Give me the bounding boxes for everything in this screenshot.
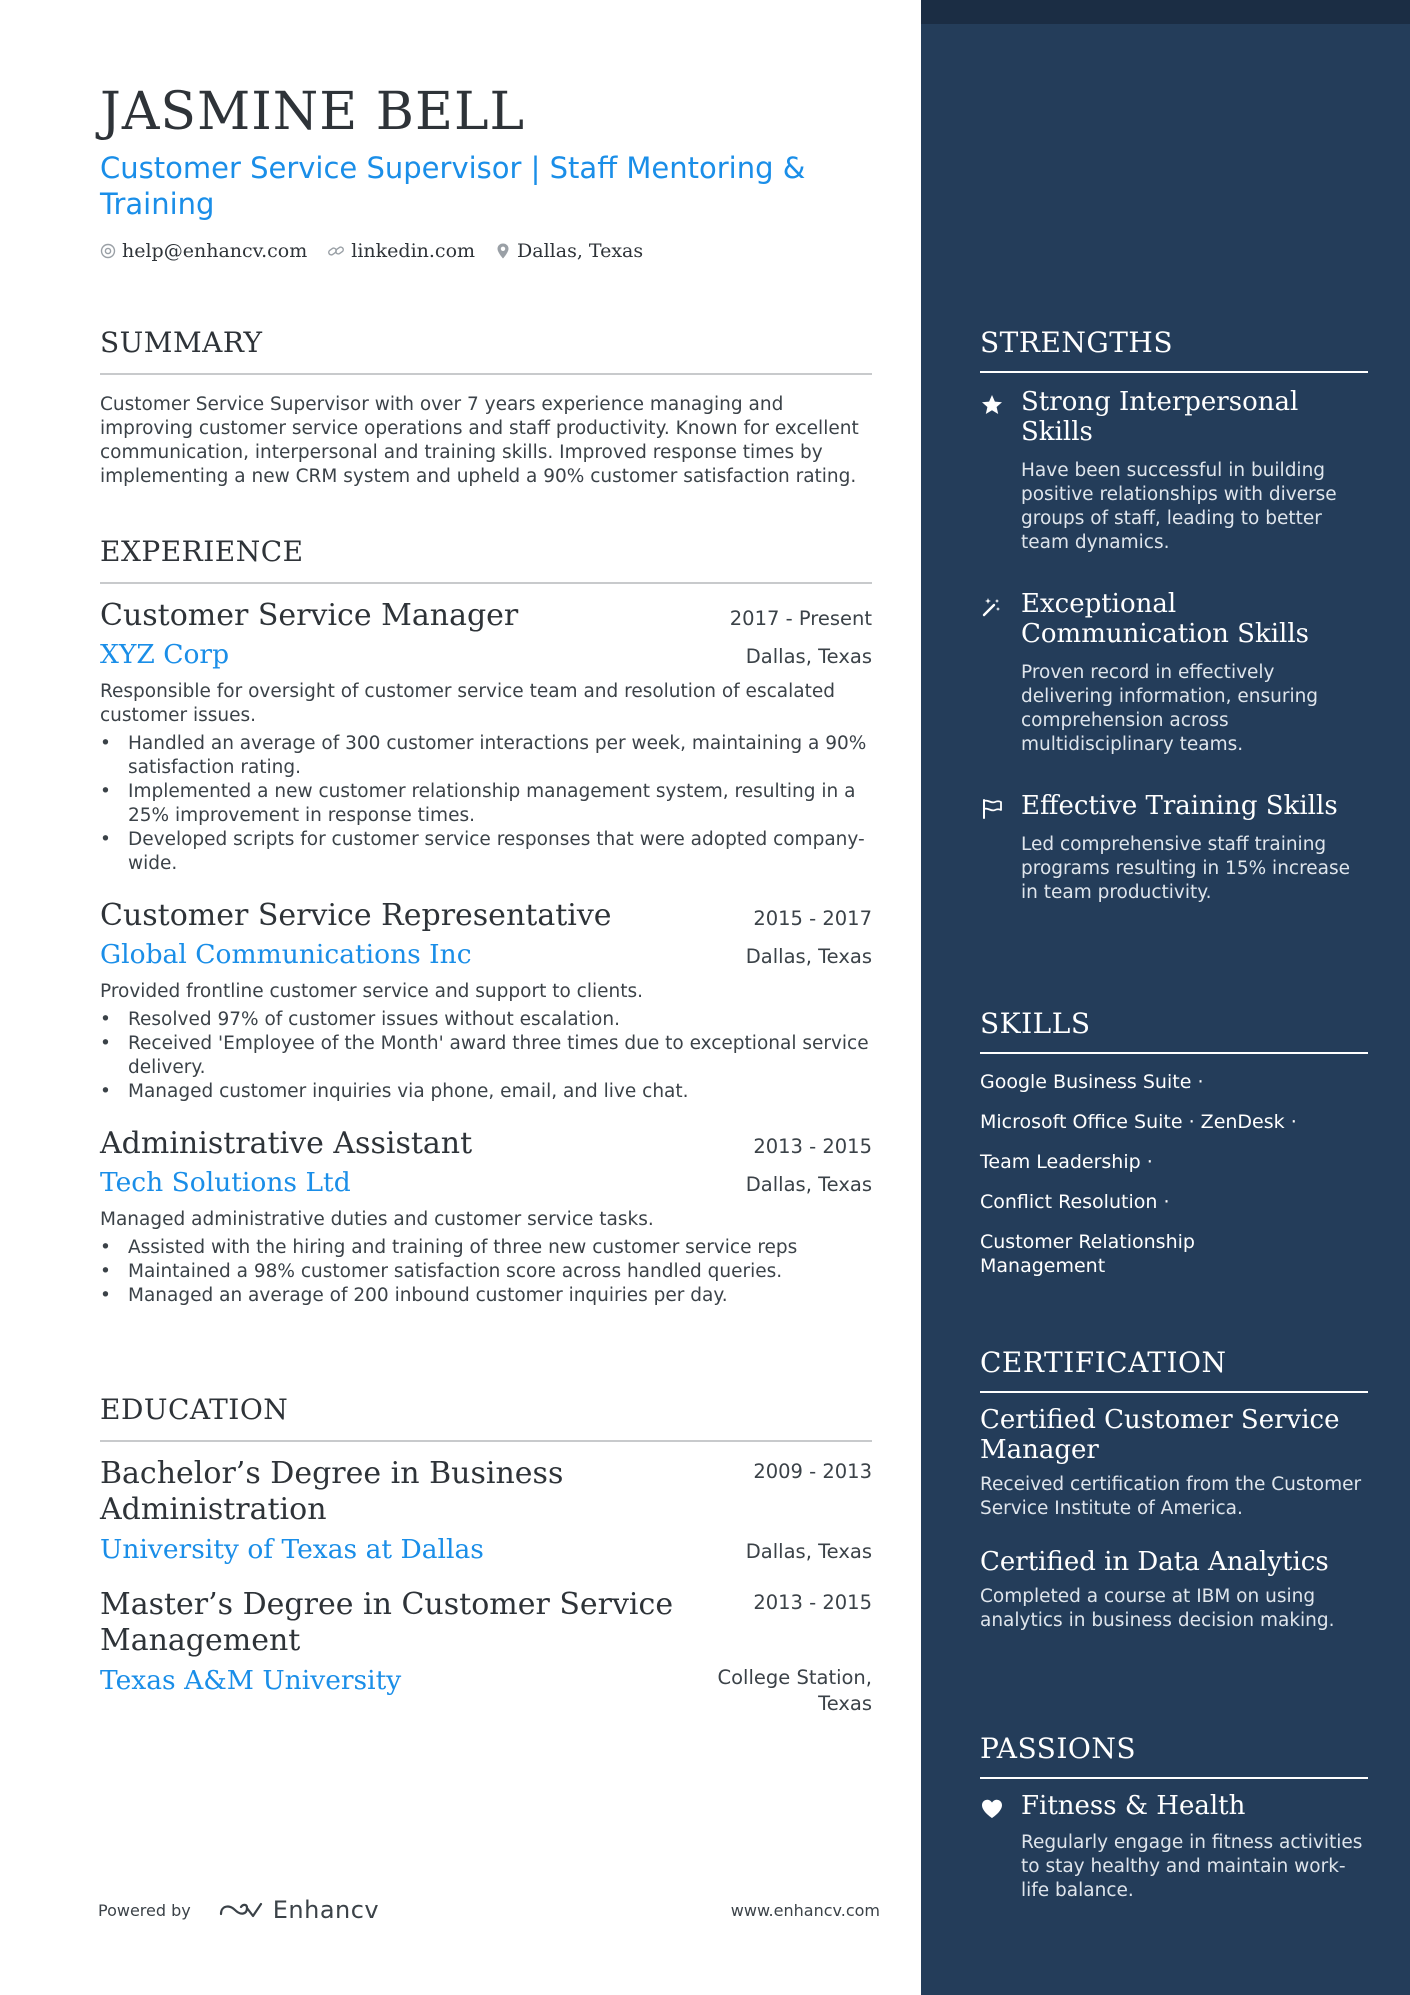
- skill-separator: ·: [1290, 1111, 1297, 1133]
- location-pin-icon: [495, 242, 511, 260]
- strength-title: Exceptional Communication Skills: [1021, 589, 1310, 649]
- bullet-item: • Developed scripts for customer service responses that were adopted company-wide.: [100, 828, 872, 876]
- strengths-section: [980, 326, 1368, 905]
- degree-title: Bachelor’s Degree in Business Administration: [100, 1456, 564, 1527]
- skills-list: [980, 1070, 1368, 1278]
- education-title: EDUCATION: [100, 1393, 872, 1442]
- skill-row: [980, 1110, 1368, 1134]
- job-bullets: [100, 1236, 872, 1308]
- certification-item: [980, 1547, 1368, 1633]
- passion-description: Regularly engage in fitness activities to stay healthy and maintain work-life balance.: [1021, 1832, 1363, 1901]
- skill-item: Google Business Suite: [980, 1071, 1192, 1093]
- enhancv-logo-icon: [217, 1898, 265, 1922]
- job-dates: 2017 - Present: [729, 607, 872, 630]
- certification-name: Certified in Data Analytics: [980, 1547, 1329, 1577]
- company-name[interactable]: Tech Solutions Ltd: [100, 1167, 351, 1198]
- education-section: [100, 1393, 872, 1717]
- magic-wand-icon: [980, 595, 1004, 619]
- company-name[interactable]: XYZ Corp: [100, 639, 230, 670]
- at-icon: [100, 243, 116, 259]
- strength-title: Effective Training Skills: [1021, 791, 1338, 821]
- school-location: Dallas, Texas: [745, 1540, 872, 1563]
- school-location-line1: College Station,: [717, 1666, 872, 1689]
- education-entry: [100, 1456, 872, 1565]
- experience-title: EXPERIENCE: [100, 535, 872, 584]
- job-description: Responsible for oversight of customer service team and resolution of escalated customer issues.: [100, 681, 835, 726]
- bullet-item: • Resolved 97% of customer issues without escalation.: [100, 1008, 872, 1032]
- job-description: Managed administrative duties and customer service tasks.: [100, 1209, 654, 1230]
- contact-bar: [100, 238, 663, 264]
- certification-section: [980, 1346, 1368, 1633]
- school-name[interactable]: Texas A&M University: [100, 1665, 402, 1696]
- strength-description: Have been successful in building positive relationships with diverse groups of staff, leading to better team dynamics.: [1021, 460, 1337, 553]
- bullet-item: • Maintained a 98% customer satisfaction score across handled queries.: [100, 1260, 872, 1284]
- sidebar: [921, 0, 1410, 1995]
- experience-entry: [100, 598, 872, 876]
- school-location-line2: Texas: [818, 1692, 872, 1715]
- job-description: Provided frontline customer service and support to clients.: [100, 981, 643, 1002]
- strength-item: [980, 387, 1368, 555]
- certification-title: CERTIFICATION: [980, 1346, 1368, 1393]
- powered-by-label: Powered by: [98, 1900, 191, 1920]
- strength-title: Strong Interpersonal Skills: [1021, 387, 1299, 447]
- skill-separator: ·: [1146, 1151, 1153, 1173]
- contact-email[interactable]: [100, 240, 307, 262]
- education-entry: [100, 1587, 872, 1717]
- skill-row: [980, 1070, 1368, 1094]
- company-name[interactable]: Global Communications Inc: [100, 939, 472, 970]
- summary-title: SUMMARY: [100, 326, 872, 375]
- skill-row: [980, 1150, 1368, 1174]
- school-location: [718, 1665, 872, 1717]
- bullet-item: • Managed customer inquiries via phone, email, and live chat.: [100, 1080, 872, 1104]
- email-text: help@enhancv.com: [122, 240, 308, 262]
- bullet-item: • Managed an average of 200 inbound customer inquiries per day.: [100, 1284, 872, 1308]
- job-title: Administrative Assistant: [100, 1126, 473, 1161]
- skill-item: ZenDesk: [1200, 1111, 1285, 1133]
- job-dates: 2013 - 2015: [753, 1135, 872, 1158]
- strength-description: Proven record in effectively delivering information, ensuring comprehension across multidisciplinary teams.: [1021, 662, 1319, 755]
- skill-item: Conflict Resolution: [980, 1191, 1158, 1213]
- passions-section: [980, 1732, 1368, 1903]
- certification-item: [980, 1405, 1368, 1521]
- skill-row: [980, 1190, 1368, 1214]
- contact-linkedin[interactable]: [327, 240, 475, 262]
- sidebar-top-bar: [921, 0, 1410, 24]
- candidate-name: JASMINE BELL: [100, 82, 526, 142]
- passion-title: Fitness & Health: [1021, 1791, 1246, 1821]
- brand-logo[interactable]: [217, 1896, 379, 1924]
- passions-title: PASSIONS: [980, 1732, 1368, 1779]
- summary-section: [100, 326, 872, 489]
- strengths-title: STRENGTHS: [980, 326, 1368, 373]
- job-bullets: [100, 732, 872, 876]
- education-dates: 2009 - 2013: [753, 1460, 872, 1483]
- skill-item: Customer Relationship Management: [980, 1231, 1195, 1277]
- footer: [98, 1895, 880, 1925]
- footer-website[interactable]: www.enhancv.com: [730, 1900, 880, 1920]
- certification-description: Completed a course at IBM on using analytics in business decision making.: [980, 1586, 1335, 1631]
- certification-name: Certified Customer Service Manager: [980, 1405, 1340, 1465]
- strength-description: Led comprehensive staff training programs resulting in 15% increase in team productivity.: [1021, 834, 1351, 903]
- school-name[interactable]: University of Texas at Dallas: [100, 1534, 484, 1565]
- experience-entry: [100, 1126, 872, 1308]
- contact-location: [495, 240, 643, 262]
- bullet-item: • Handled an average of 300 customer interactions per week, maintaining a 90% satisfaction rating.: [100, 732, 872, 780]
- strength-item: [980, 589, 1368, 757]
- bullet-item: • Received 'Employee of the Month' award three times due to exceptional service delivery.: [100, 1032, 872, 1080]
- powered-by: [98, 1896, 379, 1924]
- job-title: Customer Service Manager: [100, 598, 519, 633]
- star-icon: [980, 393, 1004, 417]
- skills-section: [980, 1007, 1368, 1294]
- candidate-headline: Customer Service Supervisor | Staff Mentoring & Training: [100, 151, 806, 221]
- certification-description: Received certification from the Customer Service Institute of America.: [980, 1474, 1362, 1519]
- skill-separator: ·: [1163, 1191, 1170, 1213]
- job-location: Dallas, Texas: [745, 945, 872, 968]
- job-bullets: [100, 1008, 872, 1104]
- job-location: Dallas, Texas: [745, 645, 872, 668]
- flag-icon: [980, 797, 1004, 821]
- degree-title: Master’s Degree in Customer Service Management: [100, 1587, 674, 1658]
- bullet-item: • Implemented a new customer relationship management system, resulting in a 25% improvement in response times.: [100, 780, 872, 828]
- strength-item: [980, 791, 1368, 905]
- location-text: Dallas, Texas: [517, 240, 644, 262]
- summary-text: Customer Service Supervisor with over 7 years experience managing and improving customer service operations and staff productivity. Known for excellent communication, interpersonal and training skills. Improved response times by implementing a new CRM system and upheld a 90% customer satisfaction rating.: [100, 394, 859, 487]
- passion-item: [980, 1791, 1368, 1903]
- linkedin-text: linkedin.com: [351, 240, 476, 262]
- link-icon: [327, 243, 345, 259]
- skill-separator: ·: [1197, 1071, 1204, 1093]
- job-dates: 2015 - 2017: [753, 907, 872, 930]
- experience-entry: [100, 898, 872, 1104]
- skill-row: [980, 1230, 1220, 1278]
- brand-name: Enhancv: [272, 1896, 380, 1924]
- job-title: Customer Service Representative: [100, 898, 612, 933]
- experience-section: [100, 535, 872, 1308]
- education-dates: 2013 - 2015: [753, 1591, 872, 1614]
- skill-item: Team Leadership: [980, 1151, 1141, 1173]
- skill-item: Microsoft Office Suite: [980, 1111, 1183, 1133]
- skill-separator: ·: [1188, 1111, 1195, 1133]
- bullet-item: • Assisted with the hiring and training of three new customer service reps: [100, 1236, 872, 1260]
- job-location: Dallas, Texas: [745, 1173, 872, 1196]
- skills-title: SKILLS: [980, 1007, 1368, 1054]
- heart-icon: [980, 1797, 1004, 1821]
